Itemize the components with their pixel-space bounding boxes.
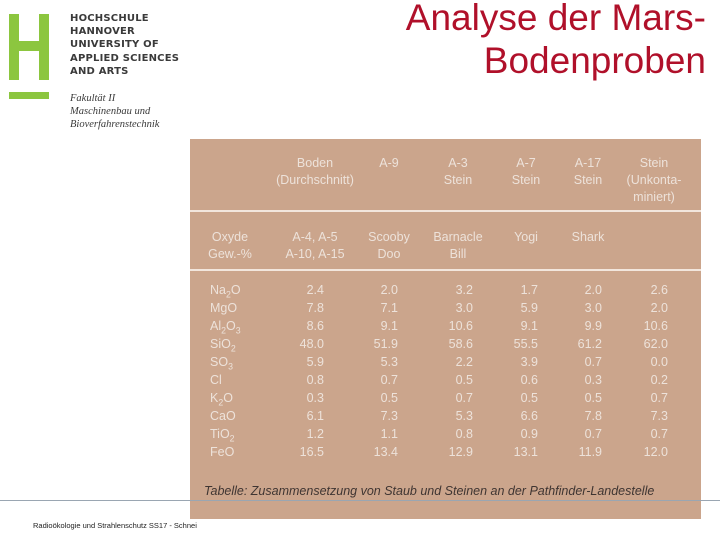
table-cell: 9.1 xyxy=(380,319,398,333)
faculty-line: Maschinenbau und xyxy=(70,106,151,117)
table-cell: 61.2 xyxy=(577,337,602,351)
table-cell: 5.9 xyxy=(306,355,324,369)
column-subheader: Scooby Doo xyxy=(368,230,410,261)
table-cell: 55.5 xyxy=(513,337,538,351)
table-caption: Tabelle: Zusammensetzung von Staub und Steinen an der Pathfinder-Landestelle xyxy=(204,484,655,498)
university-name xyxy=(70,12,179,78)
table-cell: 7.8 xyxy=(306,301,324,315)
column-header: A-7 Stein xyxy=(511,156,541,187)
table-cell: 0.3 xyxy=(584,373,602,387)
table-cell: 0.7 xyxy=(584,355,602,369)
table-cell: 7.3 xyxy=(380,409,398,423)
oxide-label: $Al_2O_3$ xyxy=(210,319,241,336)
table-cell: 9.9 xyxy=(584,319,602,333)
table-divider xyxy=(190,269,701,271)
column-subheader: Yogi xyxy=(514,230,538,244)
table-cell: 11.9 xyxy=(578,445,602,459)
column-header: Stein (Unkonta- miniert) xyxy=(626,156,682,204)
table-cell: 7.8 xyxy=(584,409,602,423)
oxide-label: FeO xyxy=(210,445,235,459)
table-cell: 6.1 xyxy=(306,409,324,423)
table-cell: 3.2 xyxy=(455,283,473,297)
table-cell: 1.7 xyxy=(520,283,538,297)
title-line-2: Bodenproben xyxy=(483,40,706,81)
table-cell: 0.2 xyxy=(650,373,668,387)
table-cell: 5.3 xyxy=(455,409,473,423)
table-cell: 2.2 xyxy=(455,355,473,369)
table-divider xyxy=(190,210,701,212)
column-subheader: Barnacle Bill xyxy=(433,230,483,261)
footer-text: Radioökologie und Strahlenschutz SS17 - Schnei xyxy=(33,521,197,530)
table-cell: 3.0 xyxy=(455,301,473,315)
table-cell: 48.0 xyxy=(299,337,324,351)
table-cell: 1.1 xyxy=(380,427,398,441)
table-cell: 0.7 xyxy=(650,391,668,405)
slide-title xyxy=(306,0,706,82)
table-cell: 2.0 xyxy=(380,283,398,297)
faculty-line: Bioverfahrenstechnik xyxy=(70,119,160,130)
table-cell: 0.0 xyxy=(650,355,668,369)
footer-divider xyxy=(0,500,720,501)
oxide-label: $K_2O$ xyxy=(210,391,233,408)
column-header: A-9 xyxy=(379,156,399,170)
logo-line: HANNOVER xyxy=(70,26,135,38)
oxide-label: MgO xyxy=(210,301,238,315)
table-cell: 8.6 xyxy=(306,319,324,333)
table-cell: 13.4 xyxy=(373,445,398,459)
table-cell: 10.6 xyxy=(448,319,473,333)
table-cell: 0.7 xyxy=(584,427,602,441)
table-cell: 0.7 xyxy=(380,373,398,387)
table-cell: 3.9 xyxy=(520,355,538,369)
table-cell: 13.1 xyxy=(513,445,538,459)
subheader-label: Oxyde Gew.-% xyxy=(208,230,252,261)
table-cell: 7.3 xyxy=(650,409,668,423)
table-cell: 0.6 xyxy=(520,373,538,387)
title-line-1: Analyse der Mars- xyxy=(405,0,706,38)
table-cell: 0.5 xyxy=(584,391,602,405)
table-cell: 6.6 xyxy=(520,409,538,423)
faculty-line: Fakultät II xyxy=(70,93,116,104)
oxide-label: Cl xyxy=(210,373,222,387)
column-subheader: Shark xyxy=(571,230,605,244)
table-cell: 12.0 xyxy=(643,445,668,459)
oxide-label: SiO$_2$ xyxy=(210,337,236,354)
oxide-label: $SO_3$ xyxy=(210,355,233,372)
table-cell: 0.7 xyxy=(650,427,668,441)
table-cell: 62.0 xyxy=(643,337,668,351)
table-cell: 9.1 xyxy=(520,319,538,333)
column-header: Boden (Durchschnitt) xyxy=(276,156,354,187)
table-cell: 0.3 xyxy=(306,391,324,405)
table-cell: 0.5 xyxy=(520,391,538,405)
table-cell: 0.5 xyxy=(380,391,398,405)
logo-line: UNIVERSITY OF xyxy=(70,39,159,51)
oxide-label: CaO xyxy=(210,409,236,423)
logo-line: APPLIED SCIENCES xyxy=(70,52,180,64)
table-cell: 51.9 xyxy=(373,337,398,351)
table-cell: 0.7 xyxy=(455,391,473,405)
table-cell: 2.0 xyxy=(650,301,668,315)
table-cell: 16.5 xyxy=(299,445,324,459)
oxide-label: TiO$_2$ xyxy=(210,427,235,444)
column-header: A-17 Stein xyxy=(573,156,603,187)
oxide-composition-table xyxy=(190,139,701,519)
table-cell: 5.9 xyxy=(520,301,538,315)
table-cell: 0.9 xyxy=(520,427,538,441)
table-cell: 2.6 xyxy=(650,283,668,297)
oxide-label: $Na_2O$ xyxy=(210,283,241,300)
table-cell: 0.8 xyxy=(306,373,324,387)
table-cell: 58.6 xyxy=(448,337,473,351)
logo-line: HOCHSCHULE xyxy=(70,13,149,24)
table-cell: 5.3 xyxy=(380,355,398,369)
table-cell: 10.6 xyxy=(643,319,668,333)
table-cell: 3.0 xyxy=(584,301,602,315)
table-cell: 2.4 xyxy=(306,283,324,297)
table-cell: 0.5 xyxy=(455,373,473,387)
logo-line: AND ARTS xyxy=(70,65,129,77)
table-cell: 1.2 xyxy=(306,427,324,441)
table-cell: 12.9 xyxy=(448,445,473,459)
column-subheader: A-4, A-5 A-10, A-15 xyxy=(285,230,345,261)
faculty-name xyxy=(70,92,159,131)
university-logo-icon xyxy=(8,13,52,101)
table-cell: 7.1 xyxy=(380,301,398,315)
column-header: A-3 Stein xyxy=(443,156,473,187)
table-cell: 0.8 xyxy=(455,427,473,441)
table-cell: 2.0 xyxy=(584,283,602,297)
